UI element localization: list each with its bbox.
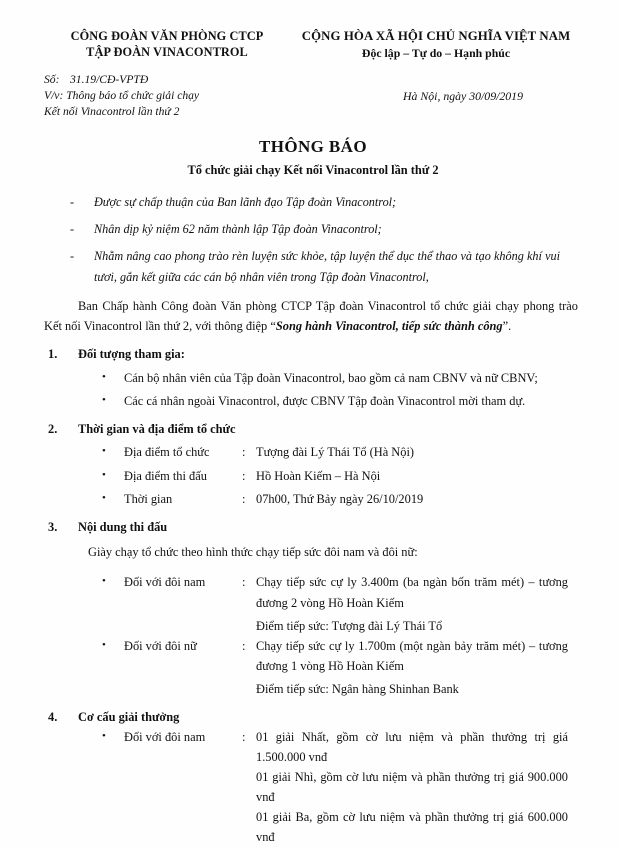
detail-value [256, 572, 582, 612]
detail-label: Đối với đôi nam [124, 575, 206, 590]
detail-value: 07h00, Thứ Bảy ngày 26/10/2019 [256, 491, 424, 506]
detail-label: Thời gian [124, 491, 173, 506]
section-number: 2. [48, 421, 58, 436]
detail-label: Địa điểm tổ chức [124, 445, 210, 460]
national-title: CỘNG HÒA XÃ HỘI CHỦ NGHĨA VIỆT NAM [301, 29, 571, 43]
document-number-row [44, 72, 344, 88]
section-competition-content [44, 518, 582, 699]
section-title: Thời gian và địa điểm tổ chức [78, 421, 236, 436]
colon-separator: : [242, 638, 246, 653]
preamble-list [44, 192, 582, 288]
bullet-icon: • [102, 575, 106, 588]
title-block [44, 137, 582, 178]
body-paragraph [44, 296, 582, 336]
list-item [44, 442, 582, 462]
list-item-text: Cán bộ nhân viên của Tập đoàn Vinacontrol, bao gồm cả nam CBNV và nữ CBNV; [124, 370, 538, 385]
preamble-item [44, 246, 582, 288]
dash-marker: - [70, 194, 75, 209]
section-detail-list [44, 442, 582, 508]
dash-marker: - [70, 221, 75, 236]
section-number: 4. [48, 710, 58, 725]
section-heading [44, 708, 582, 727]
document-subject-line-2: Kết nối Vinacontrol lần thứ 2 [44, 105, 180, 119]
list-item [44, 572, 582, 612]
section-heading [44, 518, 582, 537]
relay-point-row [44, 679, 582, 699]
indent-spacer [44, 616, 256, 636]
list-item [44, 636, 582, 676]
preamble-text: Nhằm nâng cao phong trào rèn luyện sức khỏe, tập luyện thể dục thể thao và tạo không khí vui tươi, gắn kết giữa các cán bộ nhân viên trong Tập đoàn Vinacontrol, [94, 248, 560, 284]
document-header [44, 28, 582, 63]
section-number: 3. [48, 519, 58, 534]
colon-separator: : [242, 468, 246, 483]
organization-line-2: TẬP ĐOÀN VINACONTROL [86, 45, 248, 60]
bullet-icon: • [102, 393, 106, 406]
detail-value-line: Chạy tiếp sức cự ly 3.400m (ba ngàn bốn trăm mét) – tương [256, 575, 568, 590]
colon-separator: : [242, 445, 246, 460]
section-title: Cơ cấu giải thưởng [78, 710, 180, 725]
colon-separator: : [242, 729, 246, 744]
bullet-icon: • [102, 638, 106, 651]
section-participants [44, 345, 582, 411]
document-reference [44, 72, 344, 121]
detail-value [256, 636, 582, 676]
relay-point-row [44, 616, 582, 636]
issuing-organization [44, 28, 290, 60]
list-item [44, 391, 582, 411]
list-item [44, 489, 582, 509]
prize-line: 01 giải Ba, gồm cờ lưu niệm và phần thưởng trị giá 600.000 vnđ [256, 810, 568, 845]
colon-separator: : [242, 491, 246, 506]
document-number-label: Số: [44, 72, 60, 86]
prize-line: 01 giải Nhất, gồm cờ lưu niệm và phần thưởng trị giá 1.500.000 vnđ [256, 729, 568, 764]
dash-marker: - [70, 248, 75, 263]
indent-spacer [44, 679, 256, 699]
section-title: Nội dung thi đấu [78, 519, 168, 534]
bullet-icon: • [102, 729, 106, 742]
preamble-item [44, 219, 582, 240]
section-lead-text: Giày chạy tổ chức theo hình thức chạy tiếp sức đôi nam và đôi nữ: [88, 545, 418, 560]
section-title: Đối tượng tham gia: [78, 347, 185, 362]
section-prize-structure [44, 708, 582, 847]
section-heading [44, 345, 582, 364]
preamble-text: Được sự chấp thuận của Ban lãnh đạo Tập đoàn Vinacontrol; [94, 194, 397, 209]
section-bullet-list [44, 368, 582, 411]
detail-value: Hồ Hoàn Kiếm – Hà Nội [256, 468, 381, 483]
bullet-icon: • [102, 491, 106, 504]
section-number: 1. [48, 347, 58, 362]
list-item [44, 466, 582, 486]
document-number-value: 31.19/CĐ-VPTĐ [70, 72, 149, 86]
detail-label: Địa điểm thi đấu [124, 468, 207, 483]
list-item [44, 368, 582, 388]
detail-label: Đối với đôi nam [124, 729, 206, 744]
national-heading [290, 28, 582, 63]
bullet-icon: • [102, 445, 106, 458]
list-item [44, 727, 582, 847]
body-paragraph-intro: Ban Chấp hành Công đoàn Văn phòng CTCP Tập đoàn Vinacontrol tổ chức giải chạy phong trào Kết nối Vinacontrol lần thứ 2, với thông điệp “ [44, 298, 578, 333]
list-item-text: Các cá nhân ngoài Vinacontrol, được CBNV Tập đoàn Vinacontrol mời tham dự. [124, 393, 526, 408]
bullet-icon: • [102, 370, 106, 383]
detail-label: Đối với đôi nữ [124, 638, 197, 653]
document-title: THÔNG BÁO [259, 136, 367, 156]
relay-point-text: Điểm tiếp sức: Ngân hàng Shinhan Bank [256, 681, 459, 696]
organization-line-1: CÔNG ĐOÀN VĂN PHÒNG CTCP [70, 29, 264, 43]
detail-value: Tượng đài Lý Thái Tổ (Hà Nội) [256, 445, 415, 460]
colon-separator: : [242, 575, 246, 590]
prize-line: 01 giải Nhì, gồm cờ lưu niệm và phần thưởng trị giá 900.000 vnđ [256, 769, 568, 804]
section-heading [44, 420, 582, 439]
section-time-and-place [44, 420, 582, 509]
document-subtitle: Tổ chức giải chạy Kết nối Vinacontrol lần thứ 2 [187, 162, 439, 177]
document-meta [44, 72, 582, 121]
preamble-text: Nhân dịp kỷ niệm 62 năm thành lập Tập đoàn Vinacontrol; [94, 221, 382, 236]
detail-value-line: đương 1 vòng Hồ Hoàn Kiếm [256, 658, 404, 673]
campaign-slogan: Song hành Vinacontrol, tiếp sức thành công [275, 318, 503, 333]
document-subject-line-1: V/v: Thông báo tổ chức giải chạy [44, 89, 200, 103]
place-and-date: Hà Nội, ngày 30/09/2019 [403, 88, 523, 103]
body-paragraph-outro: ”. [502, 318, 512, 333]
national-motto: Độc lập – Tự do – Hạnh phúc [361, 45, 511, 60]
relay-point-text: Điểm tiếp sức: Tượng đài Lý Thái Tổ [256, 618, 443, 633]
detail-value-line: đương 2 vòng Hồ Hoàn Kiếm [256, 595, 404, 610]
preamble-item [44, 192, 582, 213]
bullet-icon: • [102, 468, 106, 481]
detail-value [256, 727, 582, 847]
detail-value-line: Chạy tiếp sức cự ly 1.700m (một ngàn bảy trăm mét) – tương [256, 638, 568, 653]
